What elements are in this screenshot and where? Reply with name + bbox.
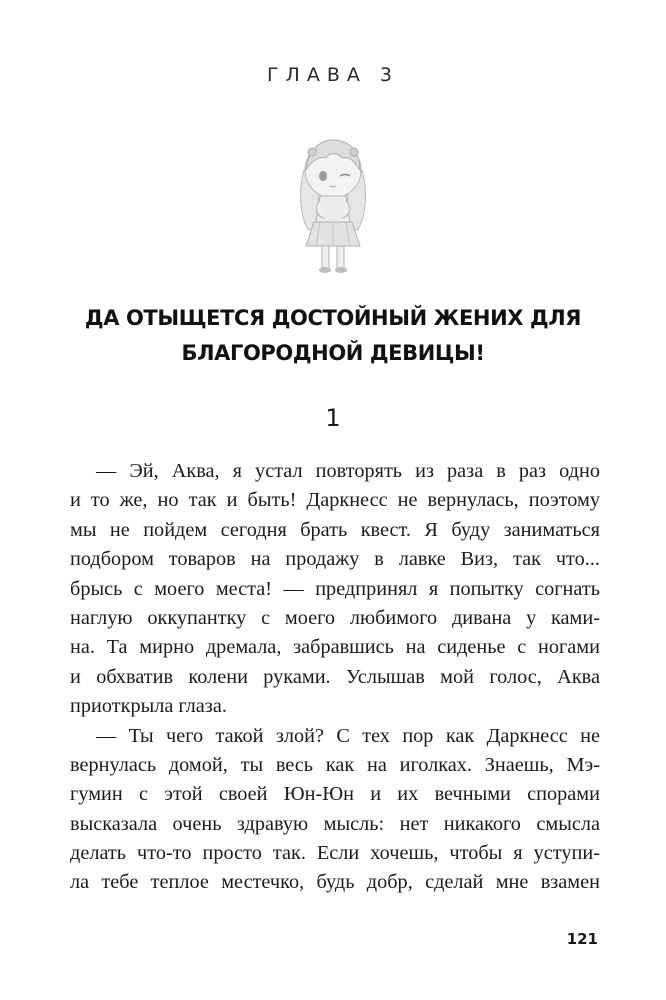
body-line: гумин с этой своей Юн-Юн и их вечными спорами xyxy=(70,783,600,806)
chibi-girl-drawing xyxy=(290,130,376,276)
chapter-title-line-1: ДА ОТЫЩЕТСЯ ДОСТОЙНЫЙ ЖЕНИХ ДЛЯ xyxy=(84,306,582,330)
chapter-title-line-2: БЛАГОРОДНОЙ ДЕВИЦЫ! xyxy=(181,341,485,365)
body-line: и то же, но так и быть! Даркнесс не вернулась, поэтому xyxy=(70,489,600,512)
chibi-girl-illustration xyxy=(290,130,376,276)
body-line: — Ты чего такой злой? С тех пор как Даркнесс не xyxy=(96,724,600,747)
body-line: вернулась домой, ты весь как на иголках. Знаешь, Мэ- xyxy=(70,753,600,776)
chapter-title xyxy=(40,301,626,371)
body-text xyxy=(70,457,600,898)
body-line: ла тебе теплое местечко, будь добр, сделай мне взамен xyxy=(70,871,600,894)
page-number: 121 xyxy=(566,930,598,948)
body-line: приоткрыла глаза. xyxy=(70,695,227,718)
body-line: мы не пойдем сегодня брать квест. Я буду заниматься xyxy=(70,518,600,541)
body-line: — Эй, Аква, я устал повторять из раза в раз одно xyxy=(96,460,600,482)
section-number: 1 xyxy=(325,404,341,432)
chapter-label: ГЛАВА 3 xyxy=(266,64,400,86)
body-line: брысь с моего места! — предпринял я попытку согнать xyxy=(70,577,600,600)
body-line: и обхватив колени руками. Услышав мой голос, Аква xyxy=(70,665,600,688)
body-line: на. Та мирно дремала, забравшись на сиденье с ногами xyxy=(70,636,600,659)
body-line: наглую оккупантку с моего любимого дивана у ками- xyxy=(70,606,600,629)
body-line: высказала очень здравую мысль: нет никакого смысла xyxy=(70,812,600,835)
body-line: подбором товаров на продажу в лавке Виз, так что... xyxy=(70,548,600,571)
body-line: делать что-то просто так. Если хочешь, чтобы я уступи- xyxy=(70,842,600,865)
